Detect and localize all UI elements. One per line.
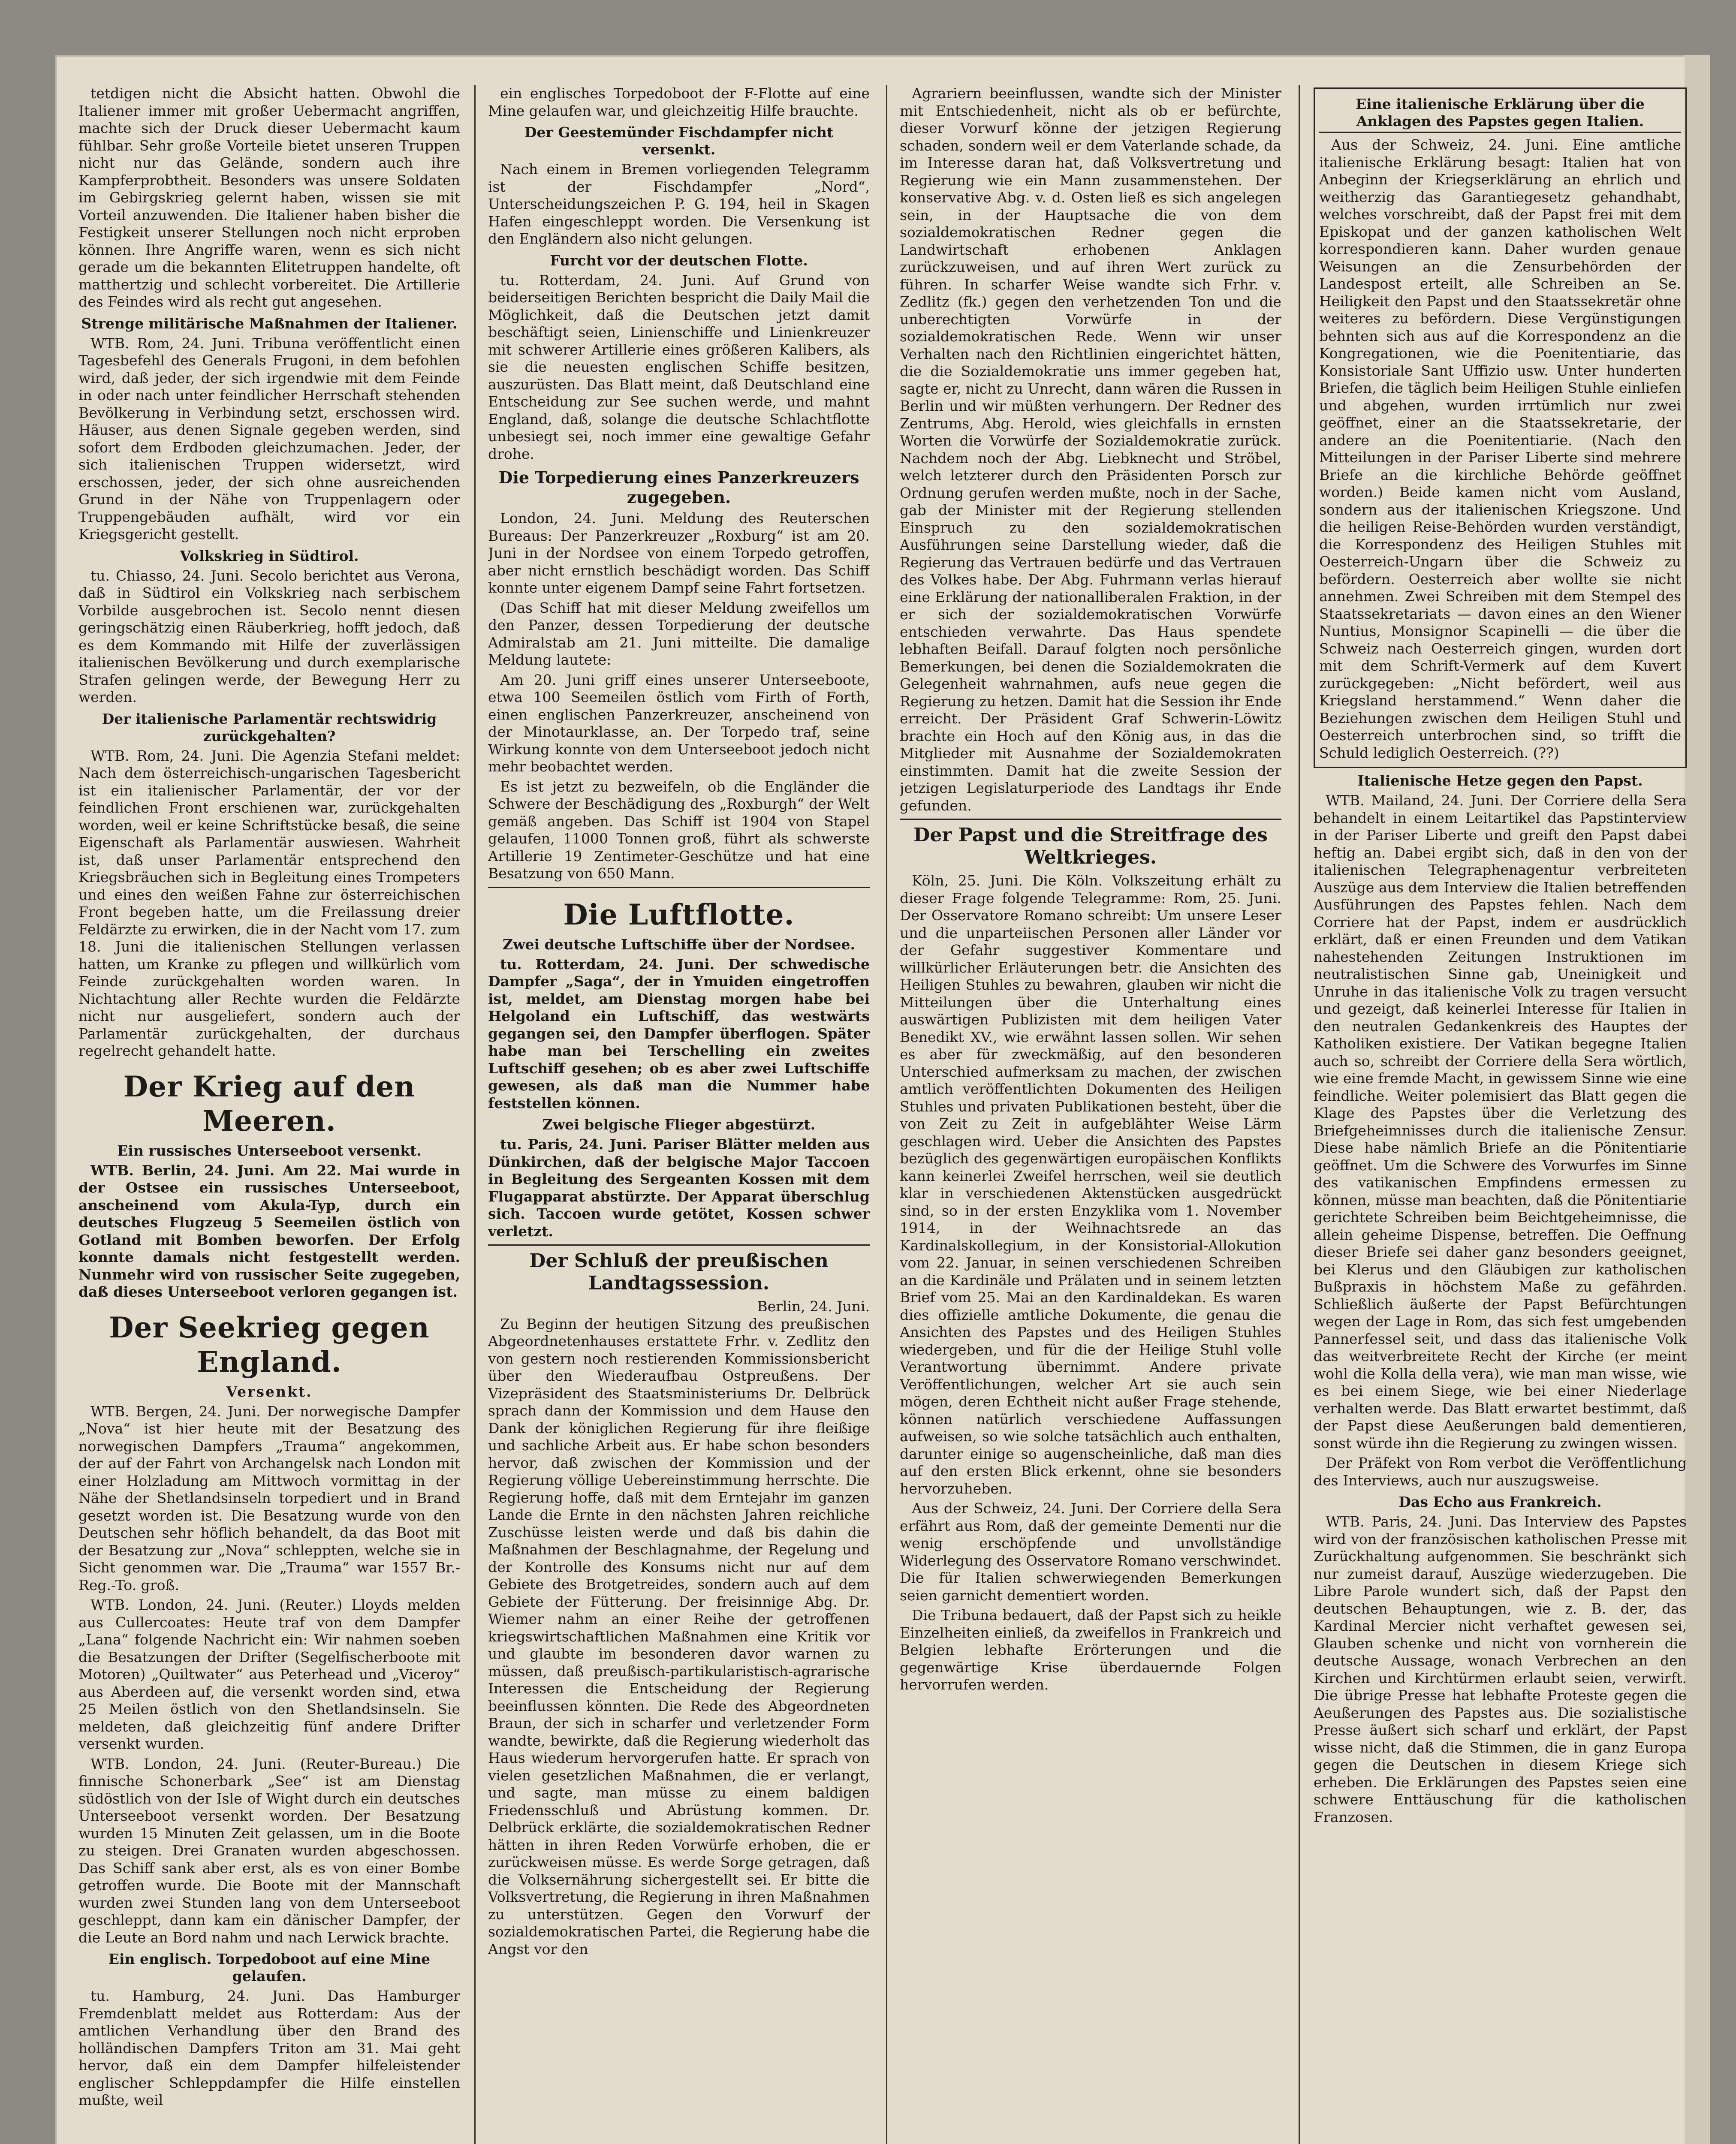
divider xyxy=(488,1244,870,1246)
article-paragraph: WTB. Paris, 24. Juni. Das Interview des Papstes wird von der französischen katholischen Presse mit Zurückhaltung aufgenommen. Sie beschränkt sich nur zumeist darauf, Auszüge wiederzugeben. Die Libre Parole wundert sich, daß der Papst den deutschen Behauptungen, wie z. B. der, das Kardinal Mercier nicht verhaftet gewesen sei, Glauben schenke und nicht von vornherein die deutsche Aussage, wonach Verbrechen an den Kirchen und Kirchtürmen erlaubt seien, verwirft. Die übrige Presse hat lebhafte Proteste gegen die Aeußerungen des Papstes aus. Die sozialistische Presse äußert sich scharf und erklärt, der Papst wisse nicht, daß die Stimmen, die in ganz Europa gegen die Deutschen in diesem Kriege sich erheben. Die Erklärungen des Papstes seien eine schwere Enttäuschung für die katholischen Franzosen. xyxy=(1314,1513,1687,1825)
column-3 xyxy=(900,85,1281,2144)
subheadline: Zwei belgische Flieger abgestürzt. xyxy=(542,1116,816,1133)
section-heading: Italienische Hetze gegen den Papst. xyxy=(1357,772,1643,789)
article-paragraph: Aus der Schweiz, 24. Juni. Der Corriere della Sera erfährt aus Rom, daß der gemeinte Dementi nur die wenig erschöpfende und unvollständige Widerlegung des Osservatore Romano verschwindet. Die für Italien schwerwiegenden Bemerkungen seien garnicht dementiert worden. xyxy=(900,1500,1281,1604)
box-headline: Eine italienische Erklärung über die Anklagen des Papstes gegen Italien. xyxy=(1319,96,1681,133)
article-paragraph: tu. Rotterdam, 24. Juni. Auf Grund von beiderseitigen Berichten bespricht die Daily Mail die Möglichkeit, daß die Deutschen jetzt damit beschäftigt seien, Linienschiffe und Linienkreuzer mit schwerer Artillerie eines größeren Kalibers, als sie die neuesten englischen Schiffe besitzen, auszurüsten. Das Blatt meint, daß Deutschland eine Entscheidung zur See suchen werde, und mahnt England, daß, solange die deutsche Schlachtflotte unbesiegt sei, noch immer eine gewaltige Gefahr drohe. xyxy=(488,271,870,462)
article-paragraph: tu. Chiasso, 24. Juni. Secolo berichtet aus Verona, daß in Südtirol ein Volkskrieg nach serbischem Vorbilde ausgebrochen ist. Secolo nennt diesen geringschätzig einen Räuberkrieg, hofft jedoch, daß es dem Kommando mit Hilfe der zuverlässigen italienischen Bevölkerung und durch exemplarische Strafen gelingen werde, der Bewegung Herr zu werden. xyxy=(78,567,460,705)
newspaper-page xyxy=(55,55,1710,2144)
article-paragraph: Am 20. Juni griff eines unserer Unterseeboote, etwa 100 Seemeilen östlich vom Firth of Forth, einen englischen Panzerkreuzer, anscheinend von der Minotaurklasse, an. Der Torpedo traf, seine Wirkung konnte von dem Unterseeboot jedoch nicht mehr beobachtet werden. xyxy=(488,671,870,775)
article-paragraph: WTB. Bergen, 24. Juni. Der norwegische Dampfer „Nova“ ist hier heute mit der Besatzung des norwegischen Dampfers „Trauma“ angekommen, der auf der Fahrt von Archangelsk nach London mit einer Holzladung am Mittwoch vormittag in der Nähe der Shetlandsinseln torpediert und in Brand gesetzt worden ist. Die Besatzung wurde von den Deutschen sehr höflich behandelt, da das Boot mit der Besatzung zur „Nova“ schleppten, welche sie in Sicht genommen war. Die „Trauma“ war 1557 Br.-Reg.-To. groß. xyxy=(78,1403,460,1593)
page-edge xyxy=(1685,55,1710,2144)
article-paragraph: WTB. London, 24. Juni. (Reuter-Bureau.) Die finnische Schonerbark „See“ ist am Dienstag südöstlich von der Isle of Wight durch ein deutsches Unterseeboot versenkt worden. Der Besatzung wurden 15 Minuten Zeit gelassen, um in die Boote zu steigen. Drei Granaten wurden abgeschossen. Das Schiff sank aber erst, als es von einer Bombe getroffen wurde. Die Boote mit der Mannschaft wurden zwei Stunden lang von dem Unterseeboot geschleppt, dann kam ein dänischer Dampfer, der die Leute an Bord nahm und nach Lerwick brachte. xyxy=(78,1755,460,1946)
article-paragraph: tetdigen nicht die Absicht hatten. Obwohl die Italiener immer mit großer Uebermacht angriffen, machte sich der Druck dieser Uebermacht kaum fühlbar. Sehr große Vorteile bietet unseren Truppen nicht nur das Gelände, sondern auch ihre Kampferprobtheit. Besonders was unsere Soldaten im Gebirgskrieg gelernt haben, wissen sie mit Vorteil anzuwenden. Die Italiener haben bisher die Festigkeit unserer Stellungen noch nicht erproben können. Ihre Angriffe waren, wenn es sich nicht gerade um die bekannten Elitetruppen handelte, oft matthertzig und schlecht vorbereitet. Die Artillerie des Feindes wird als recht gut angesehen. xyxy=(78,85,460,310)
subheadline: Ein russisches Unterseeboot versenkt. xyxy=(117,1142,422,1159)
article-paragraph: (Das Schiff hat mit dieser Meldung zweifellos um den Panzer, dessen Torpedierung der deutsche Admiralstab am 21. Juni mitteilte. Die damalige Meldung lautete: xyxy=(488,599,870,668)
dateline: Berlin, 24. Juni. xyxy=(757,1298,870,1315)
section-heading: Der italienische Parlamentär rechtswidrig zurückgehalten? xyxy=(102,710,437,744)
article-paragraph: tu. Hamburg, 24. Juni. Das Hamburger Fremdenblatt meldet aus Rotterdam: Aus der amtlichen Verhandlung über den Brand des holländischen Dampfers Triton am 31. Mai geht hervor, daß ein dem Dampfer hilfeleistender englischer Schleppdampfer die Hilfe einstellen mußte, weil xyxy=(78,1987,460,2108)
section-heading: Strenge militärische Maßnahmen der Italiener. xyxy=(81,315,458,332)
section-heading: Das Echo aus Frankreich. xyxy=(1398,1494,1602,1510)
article-paragraph: ein englisches Torpedoboot der F-Flotte auf eine Mine gelaufen war, und gleichzeitig Hilfe brauchte. xyxy=(488,85,870,119)
article-paragraph: tu. Paris, 24. Juni. Pariser Blätter melden aus Dünkirchen, daß der belgische Major Taccoen in Begleitung des Sergeanten Kossen mit dem Flugapparat abstürzte. Der Apparat überschlug sich. Taccoen wurde getötet, Kossen schwer verletzt. xyxy=(488,1136,870,1240)
article-paragraph: Es ist jetzt zu bezweifeln, ob die Engländer die Schwere der Beschädigung des „Roxburgh“ der Welt gemäß angeben. Das Schiff ist 1904 von Stapel gelaufen, 11000 Tonnen groß, führt als schwerste Artillerie 19 Zentimeter-Geschütze und hat eine Besatzung von 650 Mann. xyxy=(488,778,870,882)
article-paragraph: WTB. Berlin, 24. Juni. Am 22. Mai wurde in der Ostsee ein russisches Unterseeboot, anscheinend vom Akula-Typ, durch ein deutsches Flugzeug 5 Seemeilen östlich von Gotland mit Bomben beworfen. Der Erfolg konnte damals nicht festgestellt werden. Nunmehr wird von russischer Seite zugegeben, daß dieses Unterseeboot verloren gegangen ist. xyxy=(78,1162,460,1300)
section-heading: Volkskrieg in Südtirol. xyxy=(180,547,359,564)
column-rule xyxy=(474,85,476,2144)
divider xyxy=(900,819,1281,820)
main-headline: Der Seekrieg gegen England. xyxy=(109,1310,430,1379)
divider xyxy=(488,887,870,888)
article-paragraph: Aus der Schweiz, 24. Juni. Eine amtliche italienische Erklärung besagt: Italien hat von Anbeginn der Kriegserklärung an ehrlich und weitherzig das Garantiegesetz gehandhabt, welches vorschreibt, daß der Papst frei mit dem Episkopat und der ganzen katholischen Welt korrespondieren kann. Daher wurden genaue Weisungen an die Zensurbehörden der Landespost erteilt, alle Schreiben an Se. Heiligkeit den Papst und den Staatssekretär ohne weiteres zu befördern. Diese Vergünstigungen behnten sich aus auf die Korrespondenz an die Kongregationen, wie die Poenitentiarie, das Konsistoriale Sant Uffizio usw. Unter hunderten Briefen, die täglich beim Heiligen Stuhle einliefen und abgehen, wurden irrtümlich nur zwei geöffnet, einer an die Staatssekretarie, der andere an die Poenitentiarie. (Nach den Mitteilungen in der Pariser Liberte sind mehrere Briefe an die kirchliche Behörde geöffnet worden.) Beide kamen nicht vom Ausland, sondern aus der italienischen Kriegszone. Und die heiligen Reise-Behörden wurden verständigt, die Korrespondenz des Heiligen Stuhles mit Oesterreich-Ungarn über die Schweiz zu befördern. Oesterreich aber wollte sie nicht annehmen. Zwei Schreiben mit dem Stempel des Staatssekretariats — davon eines an den Wiener Nuntius, Monsignor Scapinelli — die über die Schweiz nach Oesterreich gingen, wurden dort mit dem Schrift-Vermerk auf dem Kuvert zurückgegeben: „Nicht befördert, weil aus Kriegsland herstammend.“ Wenn daher die Beziehungen zwischen dem Heiligen Stuhl und Oesterreich unterbrochen sind, so trifft die Schuld lediglich Oesterreich. (??) xyxy=(1319,136,1681,761)
article-paragraph: tu. Rotterdam, 24. Juni. Der schwedische Dampfer „Saga“, der in Ymuiden eingetroffen ist, meldet, am Dienstag morgen habe bei Helgoland ein Luftschiff, das westwärts gegangen sei, den Dampfer überflogen. Später habe man bei Terschelling ein zweites Luftschiff gesehen; ob es aber zwei Luftschiffe gewesen, als daß man die Nummer habe feststellen können. xyxy=(488,955,870,1111)
column-rule xyxy=(886,85,887,2144)
article-paragraph: Zu Beginn der heutigen Sitzung des preußischen Abgeordnetenhauses erstattete Frhr. v. Zedlitz den von gestern noch restierenden Kommissionsbericht über den Wiederaufbau Ostpreußens. Der Vizepräsident des Staatsministeriums Dr. Delbrück sprach dann der Kommission und dem Hause den Dank der königlichen Regierung für ihre fleißige und sachliche Arbeit aus. Er habe schon besonders hervor, daß zwischen der Kommission und der Regierung völlige Uebereinstimmung herrschte. Die Regierung hoffe, daß mit dem Erntejahr im ganzen Lande die Ernte in den nächsten Jahren reichliche Zuschüsse leisten werde und daß bis dahin die Maßnahmen der Beschlagnahme, der Regelung und der Kontrolle des Konsums nicht nur auf dem Gebiete des Brotgetreides, sondern auch auf dem Gebiete der Fütterung. Der freisinnige Abg. Dr. Wiemer nahm an einer Reihe der getroffenen kriegswirtschaftlichen Maßnahmen eine Kritik vor und glaubte im besonderen davor warnen zu müssen, daß preußisch-partikularistisch-agrarische Interessen die Entscheidung der Regierung beeinflussen könnten. Die Rede des Abgeordneten Braun, der sich in scharfer und verletzender Form wandte, bewirkte, daß die Regierung wiederholt das Haus wiederum hervorgerufen hatte. Er sprach von vielen gesetzlichen Maßnahmen, die er verlangt, und sagte, man müsse zu einem baldigen Friedensschluß und Abrüstung kommen. Dr. Delbrück erklärte, die sozialdemokratischen Redner hätten in ihren Reden Vorwürfe erhoben, die er zurückweisen müsse. Es werde Sorge getragen, daß die Volksernährung sichergestellt sei. Er bitte die Volksvertretung, die Regierung in ihren Maßnahmen zu unterstützen. Gegen den Vorwurf der sozialdemokratischen Partei, die Regierung habe die Angst vor den xyxy=(488,1315,870,1957)
column-1 xyxy=(78,85,460,2144)
article-paragraph: WTB. Mailand, 24. Juni. Der Corriere della Sera behandelt in einem Leitartikel das Papstinterview in der Pariser Liberte und greift den Papst dabei heftig an. Dabei ergibt sich, daß in den von der italienischen Telegraphenagentur verbreiteten Auszüge aus dem Interview die Italien betreffenden Ausführungen des Papstes fehlen. Nach dem Corriere hat der Papst, indem er ausdrücklich erklärt, daß er einen Freunden und dem Vatikan nahestehenden Zeitungen Instruktionen im neutralistischen Sinne gab, Uneinigkeit und Unruhe in das italienische Volk zu tragen versucht und gezeigt, daß keinerlei Interesse für Italien in den neutralen Gedankenkreis des Hauptes der Katholiken existiere. Der Vatikan begegne Italien auch so, schreibt der Corriere della Sera wörtlich, wie eine fremde Macht, in gewissem Sinne wie eine feindliche. Weiter polemisiert das Blatt gegen die Klage des Papstes über die Verletzung des Briefgeheimnisses durch die italienische Zensur. Diese habe nämlich Briefe an die Pönitentiarie geöffnet. Um die Schwere des Vorwurfes im Sinne des vatikanischen Empfindens ermessen zu können, müsse man beachten, daß die Pönitentiarie gerichtete Schreiben beim Beichtgeheimnisse, die allein geheime Dispense, betreffen. Die Oeffnung dieser Briefe sei daher ganz besonders geeignet, bei Klerus und den Gläubigen zur katholischen Bußpraxis in höchstem Maße zu gefährden. Schließlich äußerte der Papst Befürchtungen wegen der Lage in Rom, das sich fest umgebenden Pannerfessel seit, und dass das italienische Volk das weitverbreitete Recht der Kirche (er meint wohl die Kolla della vera), wie man man wisse, wie es bei einem Siege, wie bei einer Niederlage verhalten werde. Das Blatt erwartet bestimmt, daß der Papst diese Aeußerungen bald dementieren, sonst würde ihn die Regierung zu zwingen wissen. xyxy=(1314,792,1687,1451)
headline: Die Torpedierung eines Panzerkreuzers zugegeben. xyxy=(498,468,859,507)
column-4 xyxy=(1314,85,1687,2144)
article-paragraph: Agrariern beeinflussen, wandte sich der Minister mit Entschiedenheit, nicht als ob er befürchte, dieser Vorwurf könne der jetzigen Regierung schaden, sondern weil er dem Vaterlande schade, da im Interesse daran hat, daß Volksvertretung und Regierung wie ein Mann zusammenstehen. Der konservative Abg. v. d. Osten ließ es sich angelegen sein, in der Hauptsache die von dem sozialdemokratischen Redner gegen die Landwirtschaft erhobenen Anklagen zurückzuweisen, und auf ihren Wert zurück zu führen. In scharfer Weise wandte sich Frhr. v. Zedlitz (fk.) gegen den verhetzenden Ton und die unberechtigten Vorwürfe in der sozialdemokratischen Rede. Wenn wir unser Verhalten nach den Richtlinien eingerichtet hätten, die die Sozialdemokratie uns immer gegeben hat, sagte er, nicht zu Unrecht, dann wären die Russen in Berlin und wir müßten verhungern. Der Redner des Zentrums, Abg. Herold, wies gleichfalls in ernsten Worten die Vorwürfe der Sozialdemokratie zurück. Nachdem noch der Abg. Liebknecht und Ströbel, welch letzterer durch den Präsidenten Porsch zur Ordnung gerufen werden mußte, noch in der Sache, gab der Minister mit der Regierung stellenden Einspruch zu den sozialdemokratischen Ausführungen seine Darstellung wieder, daß die Regierung das Vertrauen bedürfe und das Vertrauen des Volkes habe. Der Abg. Fuhrmann verlas hierauf eine Erklärung der nationalliberalen Fraktion, in der er sich der sozialdemokratischen Vorwürfe entschieden verwahrte. Das Haus spendete lebhaften Beifall. Darauf folgten noch persönliche Bemerkungen, bei denen die Sozialdemokraten die Gelegenheit wahrnahmen, aufs neue gegen die Regierung zu hetzen. Damit hat die Session ihr Ende erreicht. Der Präsident Graf Schwerin-Löwitz brachte ein Hoch auf den König aus, in das die Mitglieder mit Ausnahme der Sozialdemokraten einstimmten. Damit hat die zweite Session der jetzigen Legislaturperiode des Landtags ihr Ende gefunden. xyxy=(900,85,1281,814)
section-heading: Furcht vor der deutschen Flotte. xyxy=(550,252,808,269)
headline: Der Papst und die Streitfrage des Weltkrieges. xyxy=(913,824,1268,868)
main-headline: Der Krieg auf den Meeren. xyxy=(123,1069,416,1138)
headline: Der Schluß der preußischen Landtagssession. xyxy=(529,1250,829,1294)
article-paragraph: Köln, 25. Juni. Die Köln. Volkszeitung erhält zu dieser Frage folgende Telegramme: Rom, 25. Juni. Der Osservatore Romano schreibt: Um unsere Leser und die unparteiischen Personen aller Länder vor der Gefahr suggestiver Kommentare und willkürlicher Erläuterungen betr. die Ansichten des Heiligen Stuhles zu bewahren, glauben wir nicht die Mitteilungen über die Unterhaltung eines auswärtigen Publizisten mit dem heiligen Vater Benedikt XV., wie erwähnt lassen sollen. Wir sehen es aber für zweckmäßig, auf den besonderen Unterschied aufmerksam zu machen, der zwischen amtlich veröffentlichten Dokumenten des Heiligen Stuhles und privaten Publikationen besteht, über die von Zeit zu Zeit in aufgeblähter Weise Lärm geschlagen wird. Ueber die Ansichten des Papstes bezüglich des gegenwärtigen europäischen Konflikts kann keinerlei Zweifel herrschen, weil sie deutlich klar in verschiedenen Aktenstücken ausgedrückt sind, so in der ersten Enzyklika vom 1. November 1914, in der Weihnachtsrede an das Kardinalskollegium, in der Konsistorial-Allokution vom 22. Januar, in seinen verschiedenen Schreiben an die Kardinäle und Prälaten und in seinem letzten Brief vom 25. Mai an den Kardinaldekan. Es waren dies offizielle amtliche Dokumente, die genau die Ansichten des Papstes und des Heiligen Stuhles wiedergeben, und für die der Heilige Stuhl volle Verantwortung übernimmt. Andere private Veröffentlichungen, welcher Art sie auch sein mögen, deren Echtheit nicht außer Frage stehende, können natürlich verschiedene Auffassungen aufweisen, so wie solche tatsächlich auch enthalten, darunter einige so augenscheinliche, daß man dies auf den ersten Blick erkennt, ohne sie besonders hervorzuheben. xyxy=(900,872,1281,1497)
article-paragraph: London, 24. Juni. Meldung des Reuterschen Bureaus: Der Panzerkreuzer „Roxburg“ ist am 20. Juni in der Nordsee von einem Torpedo getroffen, aber nicht ernstlich beschädigt worden. Das Schiff konnte unter eigenem Dampf seine Fahrt fortsetzen. xyxy=(488,510,870,596)
article-paragraph: WTB. London, 24. Juni. (Reuter.) Lloyds melden aus Cullercoates: Heute traf von dem Dampfer „Lana“ folgende Nachricht ein: Wir nahmen soeben die Besatzungen der Drifter (Segelfischerboote mit Motoren) „Quiltwater“ aus Peterhead und „Viceroy“ aus Aberdeen auf, die versenkt worden sind, etwa 25 Meilen östlich von den Shetlandsinseln. Sie meldeten, daß gleichzeitig fünf andere Drifter versenkt wurden. xyxy=(78,1596,460,1752)
article-paragraph: Die Tribuna bedauert, daß der Papst sich zu heikle Einzelheiten einließ, da zweifellos in Frankreich und Belgien lebhafte Erörterungen und die gegenwärtige Krise überdauernde Folgen hervorrufen werden. xyxy=(900,1607,1281,1693)
section-heading: Der Geestemünder Fischdampfer nicht versenkt. xyxy=(524,124,834,158)
main-headline: Die Luftflotte. xyxy=(563,897,795,931)
column-rule xyxy=(1299,85,1300,2144)
article-paragraph: Nach einem in Bremen vorliegenden Telegramm ist der Fischdampfer „Nord“, Unterscheidungszeichen P. G. 194, heil in Skagen Hafen eingeschleppt worden. Die Versenkung ist den Engländern also nicht gelungen. xyxy=(488,161,870,247)
article-paragraph: Der Präfekt von Rom verbot die Veröffentlichung des Interviews, auch nur auszugsweise. xyxy=(1314,1454,1687,1489)
subheadline: Versenkt. xyxy=(226,1383,313,1400)
column-2 xyxy=(488,85,870,2144)
subheadline: Zwei deutsche Luftschiffe über der Nordsee. xyxy=(503,936,855,953)
article-paragraph: WTB. Rom, 24. Juni. Tribuna veröffentlicht einen Tagesbefehl des Generals Frugoni, in dem befohlen wird, daß jeder, der sich irgendwie mit dem Feinde in oder nach unter feindlicher Herrschaft stehenden Bevölkerung in Verbindung setzt, erschossen wird. Häuser, aus denen Signale gegeben werden, sind sofort dem Erdboden gleichzumachen. Jeder, der sich italienischen Truppen widersetzt, wird erschossen, jeder, der sich ohne ausreichenden Grund in der Nähe von Truppenlagern oder Truppengebäuden aufhält, wird vor ein Kriegsgericht gestellt. xyxy=(78,334,460,542)
article-paragraph: WTB. Rom, 24. Juni. Die Agenzia Stefani meldet: Nach dem österreichisch-ungarischen Tagesbericht ist ein italienischer Parlamentär, der vor der feindlichen Front erschienen war, zurückgehalten worden, weil er keine Schriftstücke besaß, die seine Eigenschaft als Parlamentär auswiesen. Wahrheit ist, daß unser Parlamentär entsprechend den Kriegsbräuchen sich in Begleitung eines Trompeters und eines den weißen Fahne zur österreichischen Front begeben hatte, um die Freilassung dreier Feldärzte zu erwirken, die in der Nacht vom 17. zum 18. Juni die italienischen Stellungen verlassen hatten, um Kranke zu pflegen und willkürlich vom Feinde zurückgehalten worden waren. In Nichtachtung aller Rechte wurden die Feldärzte nicht nur ausgeliefert, sondern auch der Parlamentär zurückgehalten, der durchaus regelrecht gehandelt hatte. xyxy=(78,747,460,1059)
section-heading: Ein englisch. Torpedoboot auf eine Mine gelaufen. xyxy=(108,1951,431,1984)
boxed-article xyxy=(1314,87,1687,768)
